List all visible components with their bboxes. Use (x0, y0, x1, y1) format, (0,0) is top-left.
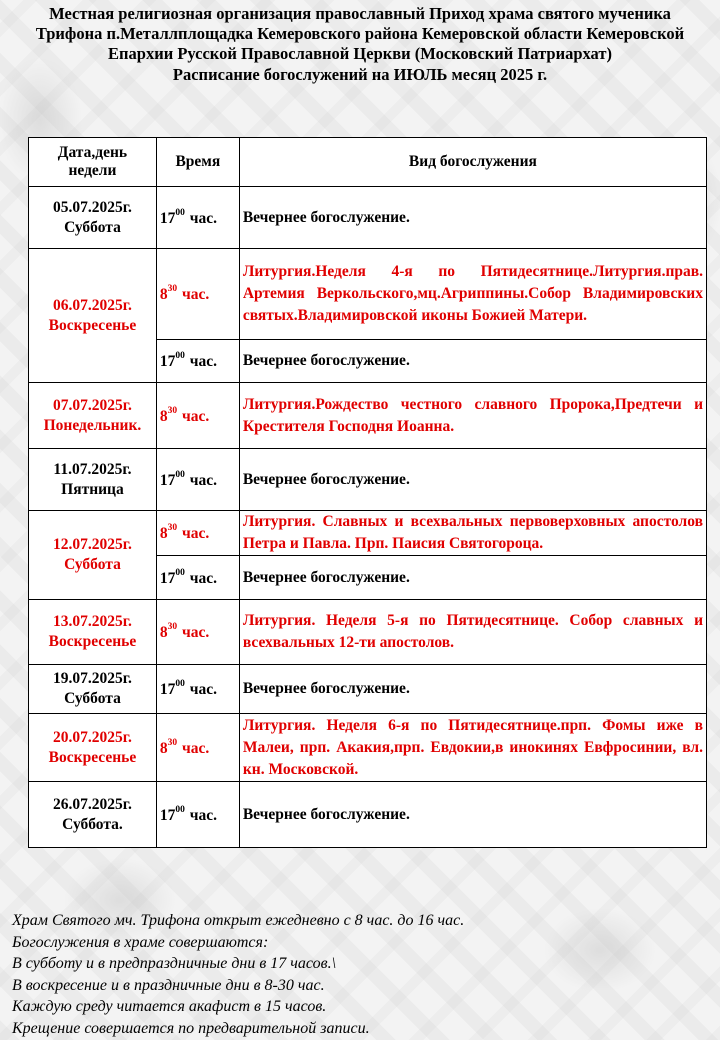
time-unit: час. (185, 569, 218, 587)
time-unit: час. (185, 209, 218, 227)
service-date: 20.07.2025г. (52, 728, 132, 746)
time-unit: час. (185, 353, 218, 370)
time-hour: 8 (159, 525, 168, 542)
time-hour: 17 (159, 353, 176, 370)
service-date: 05.07.2025г. (52, 198, 132, 216)
notes (12, 910, 712, 1039)
header-time: Время (156, 138, 239, 187)
time-cell (156, 782, 239, 848)
time-unit: час. (185, 806, 218, 824)
time-cell (156, 665, 239, 714)
service-description: Вечернее богослужение. (242, 208, 410, 226)
weekday: Воскресенье (48, 316, 137, 334)
table-row (29, 665, 707, 714)
service-date: 12.07.2025г. (52, 536, 132, 553)
time-minutes: 00 (175, 207, 185, 218)
date-cell (29, 449, 157, 511)
date-cell (29, 782, 157, 848)
table-row (29, 187, 707, 249)
parish-title: Местная религиозная организация православный Приход храма святого мученика Трифона п.Металлплощадка Кемеровского района Кемеровской области Кемеровской Епархии Русской Православной Церкви (Московский Патриархат) (35, 4, 685, 63)
service-cell (239, 782, 706, 848)
weekday: Суббота (64, 218, 121, 236)
service-cell (239, 714, 706, 782)
time-hour: 8 (159, 624, 168, 641)
time-minutes: 00 (175, 351, 185, 361)
time-unit: час. (185, 681, 218, 698)
time-minutes: 30 (167, 737, 178, 748)
time-cell (156, 383, 239, 449)
weekday: Суббота. (62, 815, 123, 833)
service-description: Вечернее богослужение. (242, 470, 410, 488)
time-minutes: 00 (175, 804, 185, 815)
time-minutes: 00 (175, 679, 185, 689)
service-description: Литургия.Рождество честного славного Пророка,Предтечи и Крестителя Господня Иоанна. (242, 395, 703, 435)
service-date: 11.07.2025г. (53, 460, 132, 478)
service-cell (239, 249, 706, 340)
date-cell (29, 665, 157, 714)
document-header (20, 4, 700, 85)
time-hour: 17 (159, 806, 176, 824)
service-date: 19.07.2025г. (52, 670, 132, 687)
table-row (29, 383, 707, 449)
note-line: Крещение совершается по предварительной записи. (12, 1019, 370, 1037)
date-cell (29, 187, 157, 249)
date-cell (29, 600, 157, 665)
time-cell (156, 600, 239, 665)
note-line: Богослужения в храме совершаются: (12, 933, 269, 951)
header-service: Вид богослужения (239, 138, 706, 187)
time-minutes: 30 (167, 405, 178, 416)
time-minutes: 00 (175, 469, 185, 480)
service-cell (239, 511, 706, 556)
service-description: Литургия. Славных и всехвальных первоверховных апостолов Петра и Павла. Прп. Паисия Святогороца. (242, 513, 703, 552)
note-line: В субботу и в предпраздничные дни в 17 часов.\ (12, 955, 337, 972)
time-minutes: 00 (175, 567, 185, 578)
service-cell (239, 383, 706, 449)
time-minutes: 30 (167, 523, 178, 533)
time-minutes: 30 (167, 284, 178, 294)
service-date: 06.07.2025г. (52, 296, 132, 314)
time-hour: 17 (159, 471, 176, 489)
time-cell (156, 187, 239, 249)
table-header-row (29, 138, 707, 187)
service-date: 26.07.2025г. (52, 795, 132, 813)
table-row (29, 714, 707, 782)
service-description: Литургия. Неделя 6-я по Пятидесятнице.прп. Фомы иже в Малеи, прп. Акакия,прп. Евдокии,в инокинях Евфросинии, вл. кн. Московской. (242, 716, 703, 778)
table-row (29, 449, 707, 511)
time-cell (156, 449, 239, 511)
service-cell (239, 340, 706, 383)
service-description: Вечернее богослужение. (242, 352, 410, 369)
service-cell (239, 600, 706, 665)
time-unit: час. (178, 407, 210, 425)
weekday: Понедельник. (43, 416, 142, 434)
time-cell (156, 249, 239, 340)
service-description: Вечернее богослужение. (242, 680, 410, 697)
time-cell (156, 511, 239, 556)
date-cell (29, 383, 157, 449)
note-line: Храм Святого мч. Трифона открыт ежедневно с 8 час. до 16 час. (12, 912, 465, 929)
service-cell (239, 449, 706, 511)
time-unit: час. (178, 286, 210, 303)
service-description: Литургия. Неделя 5-я по Пятидесятнице. Собор славных и всехвальных 12-ти апостолов. (242, 612, 703, 651)
table-row (29, 511, 707, 556)
weekday: Пятница (61, 480, 124, 498)
service-description: Вечернее богослужение. (242, 805, 410, 823)
header-date: Дата,день недели (29, 138, 157, 187)
time-unit: час. (178, 525, 210, 542)
time-unit: час. (178, 624, 210, 641)
service-date: 13.07.2025г. (52, 613, 132, 630)
time-cell (156, 340, 239, 383)
time-minutes: 30 (167, 622, 178, 632)
weekday: Суббота (64, 556, 121, 573)
time-hour: 8 (159, 739, 168, 757)
service-schedule-table (28, 137, 707, 848)
time-hour: 17 (159, 681, 176, 698)
table-row (29, 600, 707, 665)
date-cell (29, 714, 157, 782)
weekday: Воскресенье (48, 748, 137, 766)
service-cell (239, 187, 706, 249)
service-cell (239, 556, 706, 600)
weekday: Суббота (64, 690, 121, 707)
note-line: В воскресение и в праздничные дни в 8-30 час. (12, 976, 325, 994)
time-cell (156, 714, 239, 782)
table-row (29, 249, 707, 340)
schedule-title: Расписание богослужений на ИЮЛЬ месяц 2025 г. (172, 65, 548, 84)
service-description: Вечернее богослужение. (242, 568, 410, 586)
service-date: 07.07.2025г. (52, 396, 132, 414)
time-hour: 17 (159, 569, 176, 587)
time-hour: 17 (159, 209, 176, 227)
service-description: Литургия.Неделя 4-я по Пятидесятнице.Литургия.прав. Артемия Веркольского,мц.Агриппины.Собор Владимировских святых.Владимировской иконы Божией Матери. (242, 263, 703, 324)
time-unit: час. (185, 471, 218, 489)
note-line: Каждую среду читается акафист в 15 часов. (12, 998, 327, 1015)
time-unit: час. (178, 739, 210, 757)
service-cell (239, 665, 706, 714)
date-cell (29, 249, 157, 383)
time-hour: 8 (159, 407, 168, 425)
time-hour: 8 (159, 286, 168, 303)
weekday: Воскресенье (48, 633, 137, 650)
time-cell (156, 556, 239, 600)
table-row (29, 782, 707, 848)
date-cell (29, 511, 157, 600)
